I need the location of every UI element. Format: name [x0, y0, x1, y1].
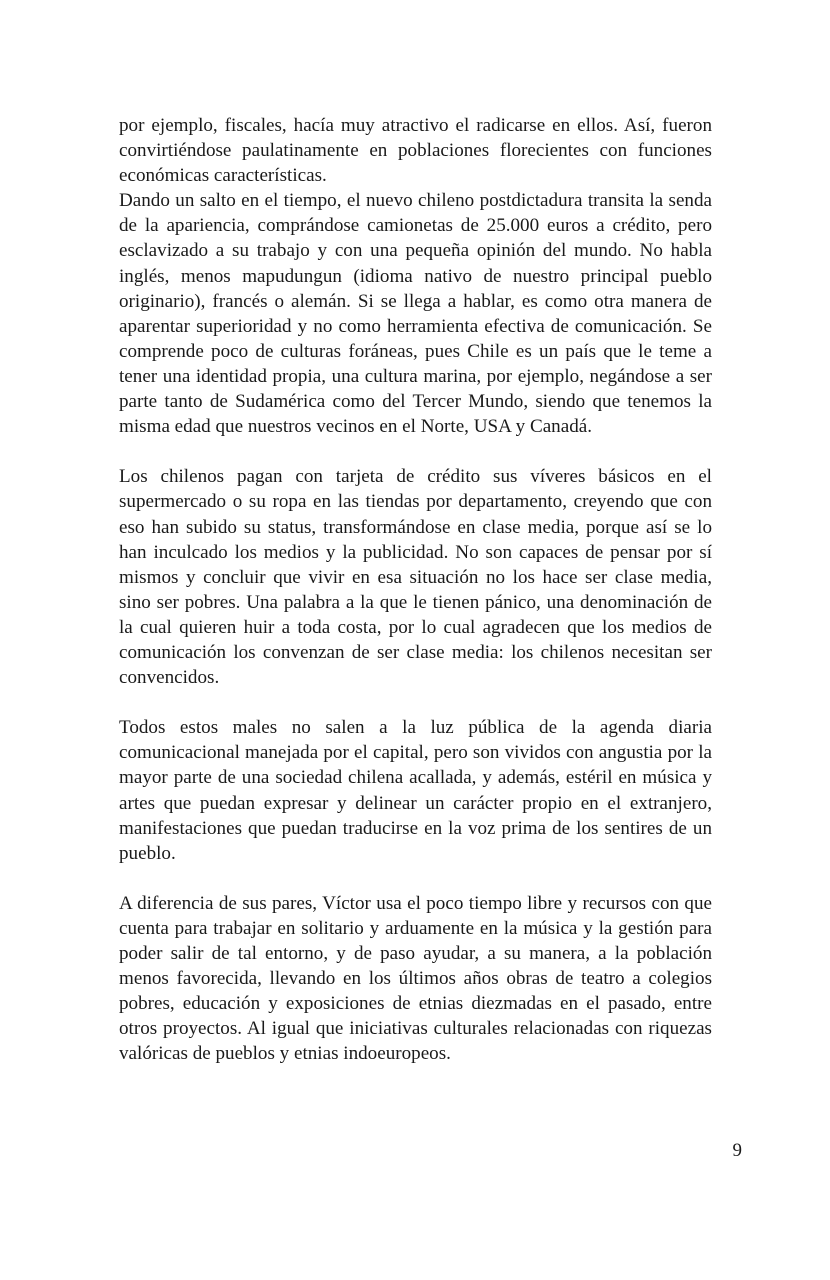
paragraph-2: Dando un salto en el tiempo, el nuevo chileno postdictadura transita la senda de la apariencia, comprándose camionetas de 25.000 euros a crédito, pero esclavizado a su trabajo y con una pequeña opinión del mundo. No habla inglés, menos mapudungun (idioma nativo de nuestro principal pueblo originario), francés o alemán. Si se llega a hablar, es como otra manera de aparentar superioridad y no como herramienta efectiva de comunicación. Se comprende poco de culturas foráneas, pues Chile es un país que le teme a tener una identidad propia, una cultura marina, por ejemplo, negándose a ser parte tanto de Sudamérica como del Tercer Mundo, siendo que tenemos la misma edad que nuestros vecinos en el Norte, USA y Canadá. — [119, 190, 712, 438]
paragraph-3: Los chilenos pagan con tarjeta de crédito sus víveres básicos en el supermercado o su ropa en las tiendas por departamento, creyendo que con eso han subido su status, transformándose en clase media, porque así se lo han inculcado los medios y la publicidad. No son capaces de pensar por sí mismos y concluir que vivir en esa situación no los hace ser clase media, sino ser pobres. Una palabra a la que le tienen pánico, una denominación de la cual quieren huir a toda costa, por lo cual agradecen que los medios de comunicación los convenzan de ser clase media: los chilenos necesitan ser convencidos. — [119, 466, 712, 689]
paragraph-1: por ejemplo, fiscales, hacía muy atractivo el radicarse en ellos. Así, fueron convirtiéndose paulatinamente en poblaciones florecientes con funciones económicas características. — [119, 115, 712, 187]
page-body — [119, 113, 712, 1067]
paragraph-5: A diferencia de sus pares, Víctor usa el poco tiempo libre y recursos con que cuenta para trabajar en solitario y arduamente en la música y la gestión para poder salir de tal entorno, y de paso ayudar, a su manera, a la población menos favorecida, llevando en los últimos años obras de teatro a colegios pobres, educación y exposiciones de etnias diezmadas en el pasado, entre otros proyectos. Al igual que iniciativas culturales relacionadas con riquezas valóricas de pueblos y etnias indoeuropeos. — [119, 892, 712, 1065]
paragraph-4: Todos estos males no salen a la luz pública de la agenda diaria comunicacional manejada por el capital, pero son vividos con angustia por la mayor parte de una sociedad chilena acallada, y además, estéril en música y artes que puedan expresar y delinear un carácter propio en el extranjero, manifestaciones que puedan traducirse en la voz prima de los sentires de un pueblo. — [119, 717, 712, 864]
page-number: 9 — [732, 1140, 742, 1161]
